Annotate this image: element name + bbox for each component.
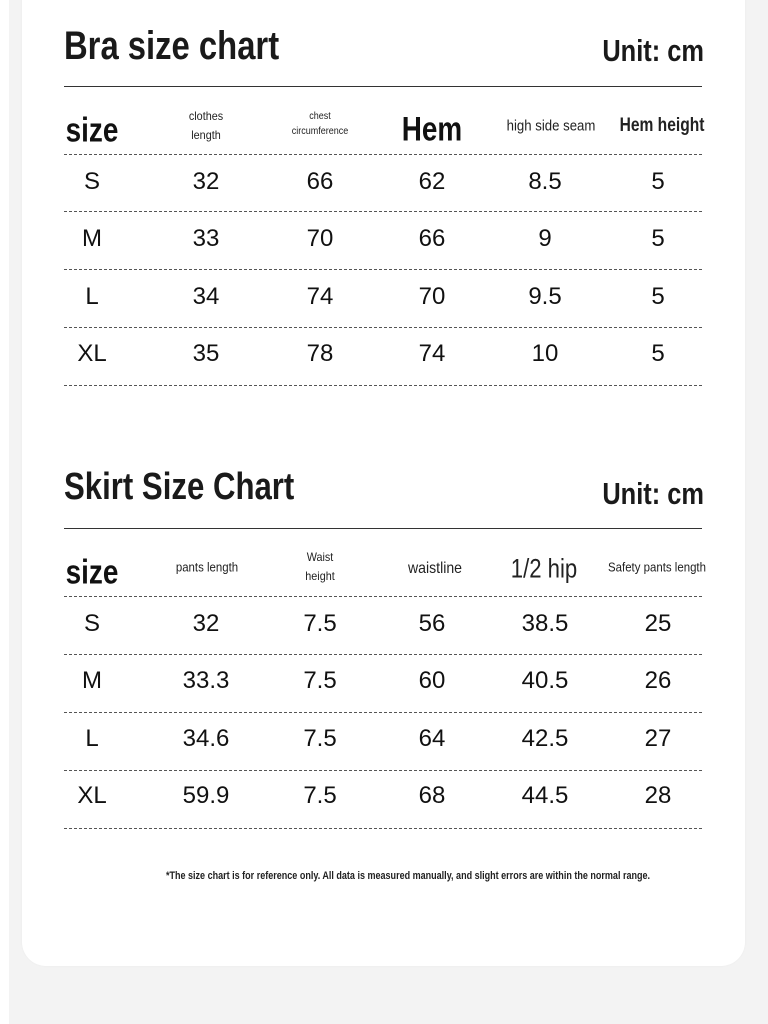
skirt-row-divider — [64, 828, 702, 829]
bra-header-size: size — [65, 111, 119, 150]
skirt-value-cell: 32 — [192, 610, 220, 637]
skirt-value-cell: 7.5 — [303, 725, 337, 752]
bra-title-divider — [64, 86, 702, 87]
bra-size-label-cell: L — [85, 283, 99, 310]
left-margin-strip — [0, 0, 9, 1024]
bra-value-cell: 32 — [192, 168, 220, 195]
bra-value-cell: 70 — [306, 225, 334, 252]
skirt-value-cell: 60 — [418, 667, 446, 694]
skirt-unit-label: Unit: cm — [602, 476, 704, 511]
skirt-value-cell: 68 — [418, 782, 446, 809]
skirt-size-label-cell: M — [82, 667, 102, 694]
bra-row-divider — [64, 211, 702, 212]
skirt-header-waist-height: Waist height — [305, 550, 335, 583]
bra-header-high-side-seam: high side seam — [506, 117, 596, 135]
disclaimer-footnote: *The size chart is for reference only. All data is measured manually, and slight errors are within the normal range. — [165, 870, 651, 882]
bra-size-label-cell: M — [82, 225, 102, 252]
bra-value-cell: 70 — [418, 283, 446, 310]
skirt-value-cell: 26 — [644, 667, 672, 694]
bra-header-chest-circumference: chest circumference — [291, 111, 349, 137]
bra-value-cell: 62 — [418, 168, 446, 195]
skirt-row-divider — [64, 770, 702, 771]
bra-value-cell: 33 — [192, 225, 220, 252]
bra-unit-label: Unit: cm — [602, 33, 704, 68]
skirt-value-cell: 64 — [418, 725, 446, 752]
skirt-row-divider — [64, 654, 702, 655]
bra-value-cell: 5 — [651, 225, 665, 252]
skirt-header-half-hip: 1/2 hip — [510, 553, 578, 584]
skirt-size-label-cell: XL — [77, 782, 107, 809]
skirt-value-cell: 25 — [644, 610, 672, 637]
bra-row-divider — [64, 327, 702, 328]
skirt-value-cell: 7.5 — [303, 667, 337, 694]
bra-value-cell: 66 — [306, 168, 334, 195]
bra-value-cell: 8.5 — [528, 168, 562, 195]
bra-value-cell: 78 — [306, 340, 334, 367]
skirt-value-cell: 7.5 — [303, 782, 337, 809]
bra-value-cell: 74 — [418, 340, 446, 367]
bra-row-divider — [64, 269, 702, 270]
skirt-size-label-cell: L — [85, 725, 99, 752]
bra-header-hem: Hem — [401, 110, 463, 149]
bra-value-cell: 5 — [651, 283, 665, 310]
skirt-header-pants-length: pants length — [175, 559, 239, 575]
bra-value-cell: 9 — [538, 225, 552, 252]
skirt-title-divider — [64, 528, 702, 529]
bra-chart-title: Bra size chart — [64, 24, 280, 68]
bra-value-cell: 66 — [418, 225, 446, 252]
skirt-header-waistline: waistline — [408, 560, 462, 577]
skirt-header-size: size — [65, 553, 119, 592]
bra-size-label-cell: XL — [77, 340, 107, 367]
skirt-value-cell: 56 — [418, 610, 446, 637]
skirt-value-cell: 34.6 — [182, 725, 230, 752]
bra-value-cell: 35 — [192, 340, 220, 367]
skirt-value-cell: 28 — [644, 782, 672, 809]
bra-size-label-cell: S — [83, 168, 101, 195]
bra-value-cell: 5 — [651, 168, 665, 195]
bra-value-cell: 10 — [531, 340, 559, 367]
skirt-size-label-cell: S — [83, 610, 101, 637]
skirt-value-cell: 7.5 — [303, 610, 337, 637]
skirt-value-cell: 44.5 — [521, 782, 569, 809]
skirt-row-divider — [64, 596, 702, 597]
bra-row-divider — [64, 154, 702, 155]
skirt-header-safety-pants-length: Safety pants length — [608, 559, 706, 575]
skirt-chart-title: Skirt Size Chart — [64, 466, 295, 508]
bra-row-divider — [64, 385, 702, 386]
bra-value-cell: 74 — [306, 283, 334, 310]
skirt-value-cell: 42.5 — [521, 725, 569, 752]
bra-value-cell: 34 — [192, 283, 220, 310]
skirt-row-divider — [64, 712, 702, 713]
bra-header-hem-height: Hem height — [619, 115, 705, 136]
skirt-value-cell: 59.9 — [182, 782, 230, 809]
skirt-value-cell: 27 — [644, 725, 672, 752]
skirt-value-cell: 40.5 — [521, 667, 569, 694]
skirt-value-cell: 33.3 — [182, 667, 230, 694]
bra-value-cell: 5 — [651, 340, 665, 367]
bra-value-cell: 9.5 — [528, 283, 562, 310]
bra-header-clothes-length: clothes length — [188, 109, 224, 142]
skirt-value-cell: 38.5 — [521, 610, 569, 637]
